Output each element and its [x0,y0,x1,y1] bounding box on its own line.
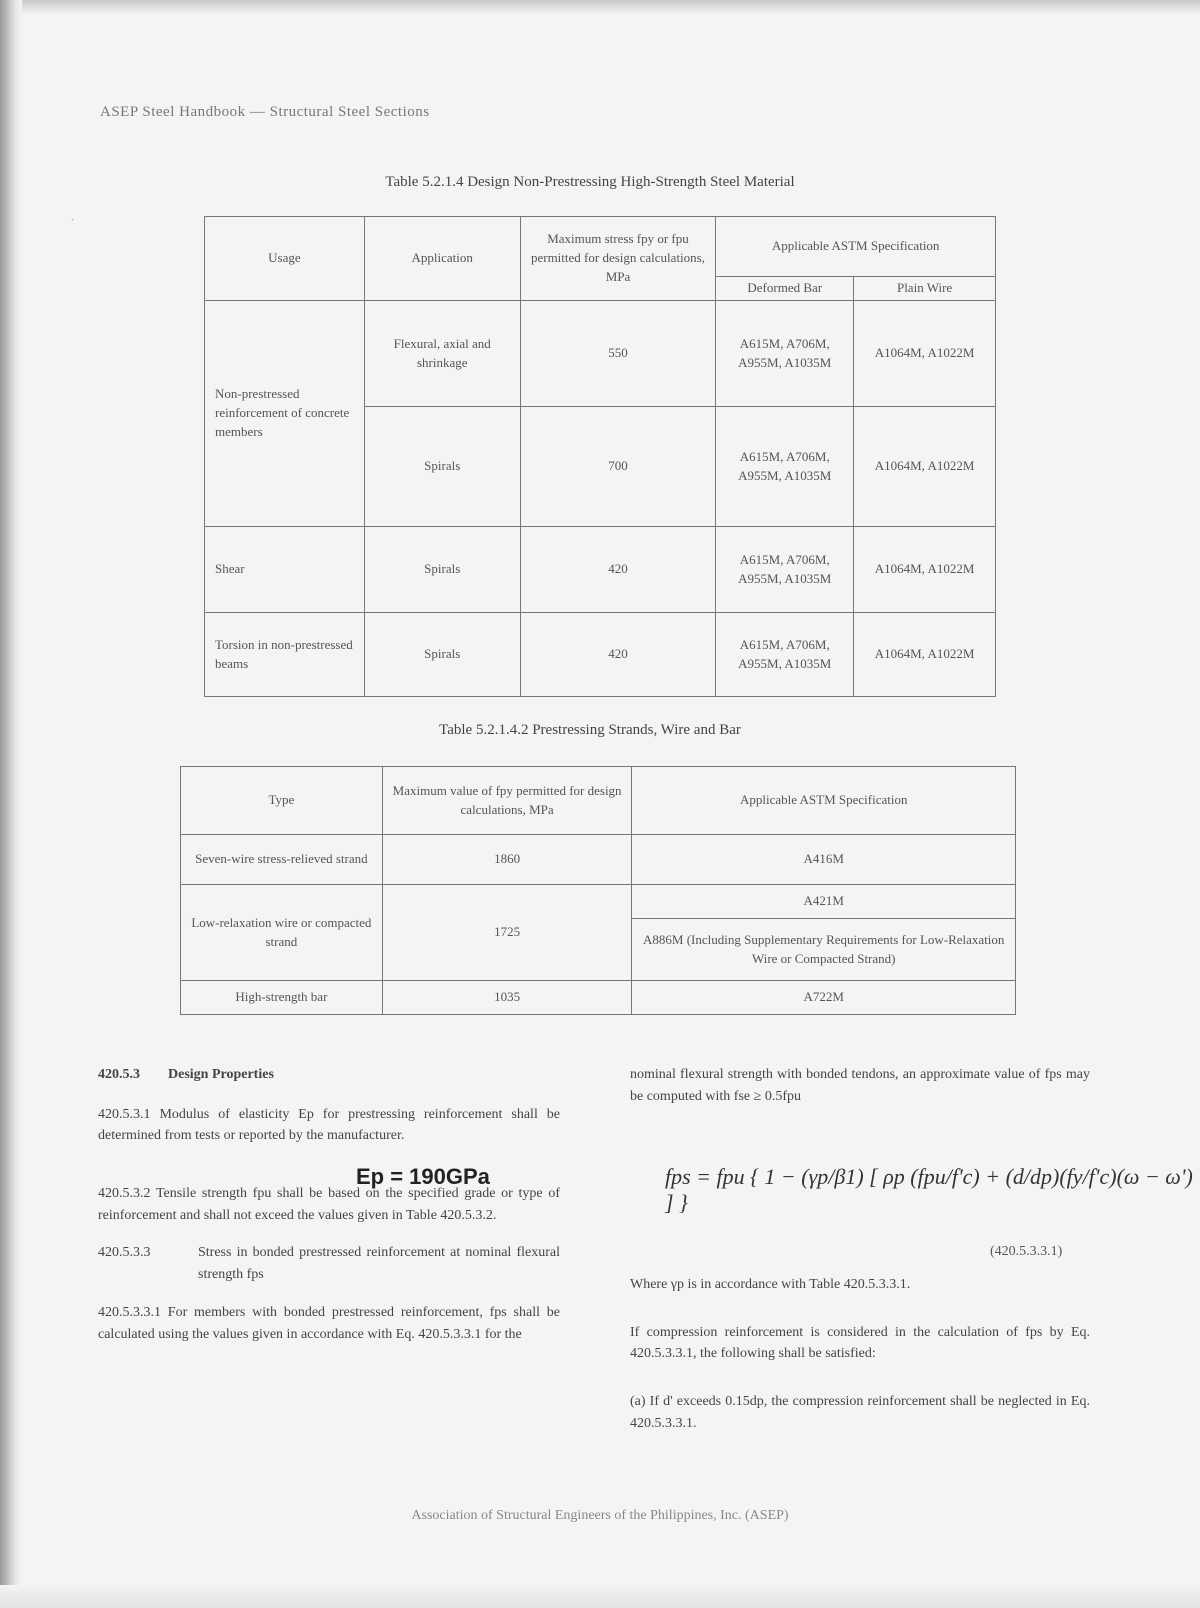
left-column [98,1064,560,1361]
table2-caption: Table 5.2.1.4.2 Prestressing Strands, Wire and Bar [439,722,741,738]
page-footer: Association of Structural Engineers of the Philippines, Inc. (ASEP) [411,1508,789,1523]
table1-usage-cell: Shear [205,527,365,613]
table1-header-bar: Deformed Bar [716,277,854,301]
table2-spec-cell: A886M (Including Supplementary Requirements for Low-Relaxation Wire or Compacted Strand) [632,919,1016,981]
table1-bar-cell: A615M, A706M, A955M, A1035M [716,407,854,527]
paragraph-item-a: (a) If d' exceeds 0.15dp, the compression reinforcement shall be neglected in Eq. 420.5.3.3.1. [630,1394,1090,1431]
running-header: ASEP Steel Handbook — Structural Steel Sections [100,104,430,120]
table-row [205,301,996,407]
table2-stress-cell: 1860 [382,835,632,885]
margin-mark: · [70,212,76,229]
table-row [205,527,996,613]
right-column-top [630,1064,1090,1123]
table1-header-usage: Usage [205,217,365,301]
paragraph-nominal: nominal flexural strength with bonded tendons, an approximate value of fps may be computed with fse ≥ 0.5fpu [630,1067,1090,1104]
table2-spec-cell: A416M [632,835,1016,885]
scan-edge-bottom [0,1585,1200,1608]
table1-application-cell: Spirals [364,527,520,613]
section-title: Design Properties [168,1067,274,1082]
table-row [181,835,1016,885]
table1-bar-cell: A615M, A706M, A955M, A1035M [716,613,854,697]
scan-edge-left [0,0,22,1608]
table2-type-cell: Low-relaxation wire or compacted strand [181,885,383,981]
table1-wire-cell: A1064M, A1022M [854,301,996,407]
paragraph-compression: If compression reinforcement is considered in the calculation of fps by Eq. 420.5.3.3.1, the following shall be satisfied: [630,1324,1090,1362]
paragraph-text: Stress in bonded prestressed reinforcement at nominal flexural strength fps [198,1245,560,1283]
table2-stress-cell: 1035 [382,981,632,1015]
table1 [204,216,996,697]
table1-stress-cell: 700 [520,407,716,527]
paragraph-gamma: Where γp is in accordance with Table 420.5.3.3.1. [630,1277,911,1292]
table2-header-type: Type [181,767,383,835]
scan-edge-top [0,0,1200,14]
table1-application-cell: Spirals [364,613,520,697]
table2-spec-cell: A421M [632,885,1016,919]
paragraph-modulus: 420.5.3.1 Modulus of elasticity Ep for prestressing reinforcement shall be determined from tests or reported by the manufacturer. [98,1106,560,1144]
section-heading [98,1064,560,1086]
table1-stress-cell: 420 [520,527,716,613]
table2 [180,766,1016,1015]
table1-bar-cell: A615M, A706M, A955M, A1035M [716,301,854,407]
table1-usage-cell: Non-prestressed reinforcement of concrete members [205,301,365,527]
table1-stress-cell: 420 [520,613,716,697]
table1-header-wire: Plain Wire [854,277,996,301]
table1-usage-cell: Torsion in non-prestressed beams [205,613,365,697]
table1-application-cell: Flexural, axial and shrinkage [364,301,520,407]
table1-wire-cell: A1064M, A1022M [854,613,996,697]
table1-header-stress: Maximum stress fpy or fpu permitted for design calculations, MPa [520,217,716,301]
table1-header-spec: Applicable ASTM Specification [716,217,996,277]
paragraph-tensile: 420.5.3.2 Tensile strength fpu shall be based on the specified grade or type of reinforcement and shall not exceed the values given in Table 420.5.3.2. [98,1186,560,1223]
table2-type-cell: High-strength bar [181,981,383,1015]
formula-fps: fps = fpu { 1 − (γp/β1) [ ρp (fpu/f'c) + (d/dp)(fy/f'c)(ω − ω') ] } [665,1164,1193,1215]
paragraph-bonded: 420.5.3.3.1 For members with bonded prestressed reinforcement, fps shall be calculated using the values given in accordance with Eq. 420.5.3.3.1 for the [98,1304,560,1342]
table1-wire-cell: A1064M, A1022M [854,527,996,613]
handwritten-annotation: Ep = 190GPa [356,1164,490,1189]
table1-bar-cell: A615M, A706M, A955M, A1035M [716,527,854,613]
right-column-bottom [630,1274,1090,1450]
paragraph-number: 420.5.3.3 [98,1245,151,1261]
table2-header-stress: Maximum value of fpy permitted for design calculations, MPa [382,767,632,835]
table2-stress-cell: 1725 [382,885,632,981]
table1-caption: Table 5.2.1.4 Design Non-Prestressing High-Strength Steel Material [385,174,795,190]
paragraph-stress-heading [98,1242,560,1285]
table1-stress-cell: 550 [520,301,716,407]
table-row [181,885,1016,919]
equation-number: (420.5.3.3.1) [990,1244,1063,1259]
section-number: 420.5.3 [98,1067,140,1082]
table-row [205,613,996,697]
table1-header-application: Application [364,217,520,301]
table2-spec-cell: A722M [632,981,1016,1015]
table2-header-spec: Applicable ASTM Specification [632,767,1016,835]
table2-type-cell: Seven-wire stress-relieved strand [181,835,383,885]
table-row [181,981,1016,1015]
table1-wire-cell: A1064M, A1022M [854,407,996,527]
table1-application-cell: Spirals [364,407,520,527]
